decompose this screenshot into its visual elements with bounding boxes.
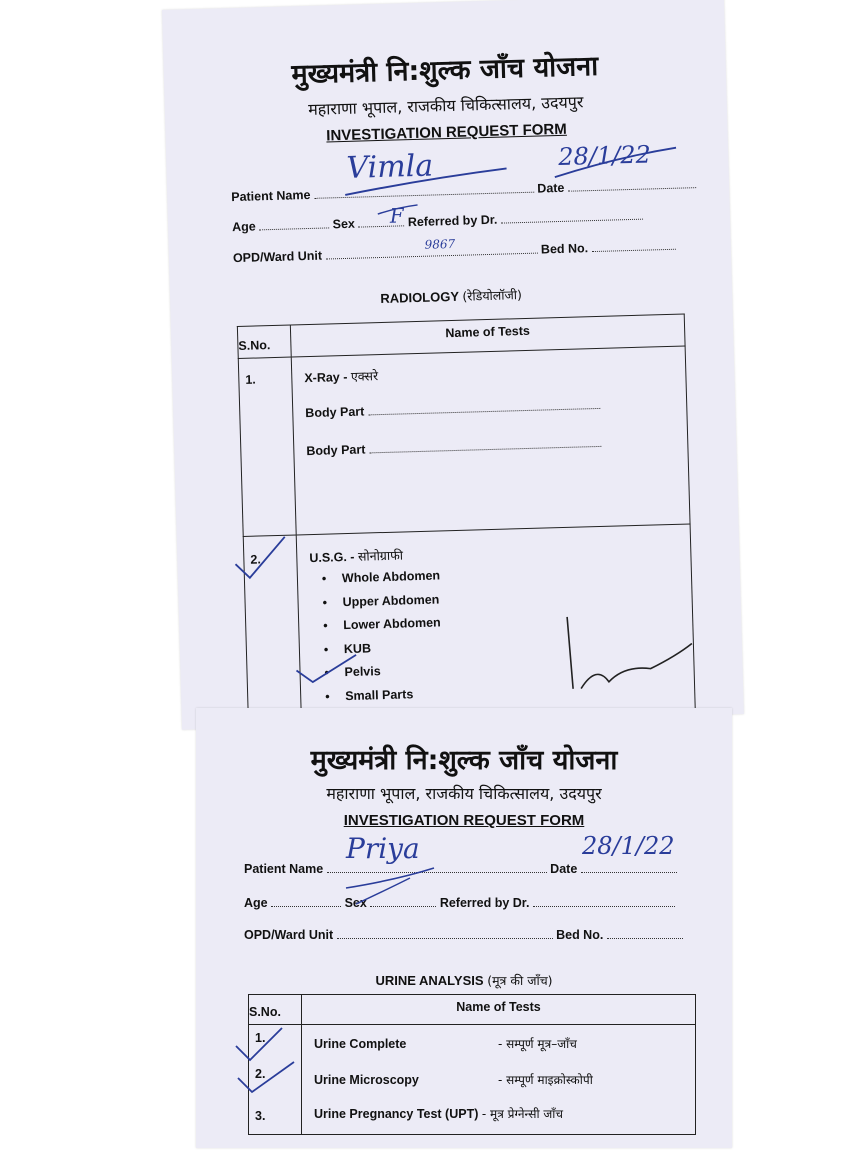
hospital-name: महाराणा भूपाल, राजकीय चिकित्सालय, उदयपुर [326, 784, 602, 803]
usg-test[interactable]: U.S.G. - सोनोग्राफी [309, 547, 404, 566]
usg-options [310, 562, 683, 713]
opd-bed-field[interactable]: OPD/Ward Unit Bed No. [233, 239, 676, 265]
age-sex-referred-field[interactable]: Age Sex Referred by Dr. [244, 896, 675, 910]
patient-name-field[interactable]: Patient Name Date [231, 177, 696, 204]
scheme-title: मुख्यमंत्री नि:शुल्क जाँच योजना [310, 745, 618, 776]
radiology-tests-table [237, 314, 697, 767]
handwritten-date: 28/1/22 [582, 832, 675, 860]
urine-microscopy-test[interactable]: Urine Microscopy - सम्पूर्ण माइक्रोस्कोपी [302, 1061, 696, 1095]
form-title: INVESTIGATION REQUEST FORM [343, 812, 585, 829]
usg-option[interactable]: • Lower Abdomen [311, 609, 681, 643]
form-title: INVESTIGATION REQUEST FORM [326, 120, 568, 145]
urine-complete-test[interactable]: Urine Complete - सम्पूर्ण मूत्र–जाँच [302, 1025, 696, 1061]
sex-stroke [378, 205, 418, 214]
radiology-request-form [162, 0, 744, 730]
usg-option[interactable]: • Whole Abdomen [310, 562, 680, 596]
usg-option[interactable]: • Upper Abdomen [310, 585, 680, 619]
table-row [238, 346, 690, 536]
urine-pregnancy-test[interactable]: Urine Pregnancy Test (UPT) - मूत्र प्रेग्नेन्सी जाँच [302, 1095, 696, 1135]
scheme-title: मुख्यमंत्री नि:शुल्क जाँच योजना [291, 50, 599, 91]
row-sno: 1. [238, 357, 296, 536]
handwritten-patient-name: Vimla [346, 148, 434, 186]
table-row [249, 1061, 696, 1095]
sno-header: S.No. [237, 325, 291, 358]
row-sno: 2. [249, 1061, 302, 1095]
usg-option[interactable]: • Small Parts [313, 679, 683, 713]
row-sno: 2. [243, 535, 302, 766]
row-sno: 3. [249, 1095, 302, 1135]
body-part-field[interactable]: Body Part [306, 434, 675, 458]
patient-name-field[interactable]: Patient Name Date [244, 862, 677, 876]
hospital-name: महाराणा भूपाल, राजकीय चिकित्सालय, उदयपुर [307, 92, 584, 119]
body-part-field[interactable]: Body Part [305, 396, 674, 420]
xray-test[interactable]: X-Ray - एक्सरे [304, 368, 379, 386]
table-row [249, 1025, 696, 1061]
age-sex-referred-field[interactable]: Age Sex Referred by Dr. [232, 209, 643, 234]
section-title-urine: URINE ANALYSIS (मूत्र की जाँच) [375, 973, 553, 988]
usg-option[interactable]: • Pelvis [312, 656, 682, 690]
tests-header: Name of Tests [290, 314, 685, 357]
handwritten-sex: F [389, 203, 405, 228]
date-stroke [554, 148, 677, 177]
usg-option[interactable]: • KUB [312, 632, 682, 666]
opd-bed-field[interactable]: OPD/Ward Unit Bed No. [244, 928, 683, 942]
handwritten-date: 28/1/22 [557, 140, 652, 171]
handwritten-patient-name: Priya [346, 832, 420, 865]
sno-header: S.No. [249, 995, 302, 1025]
table-row [249, 1095, 696, 1135]
urine-tests-table [248, 994, 696, 1135]
urine-analysis-request-form [196, 708, 732, 1148]
section-title-radiology: RADIOLOGY (रेडियोलॉजी) [380, 287, 523, 307]
handwritten-opd: 9867 [424, 236, 456, 252]
tests-header: Name of Tests [302, 995, 696, 1025]
row-sno: 1. [249, 1025, 302, 1061]
